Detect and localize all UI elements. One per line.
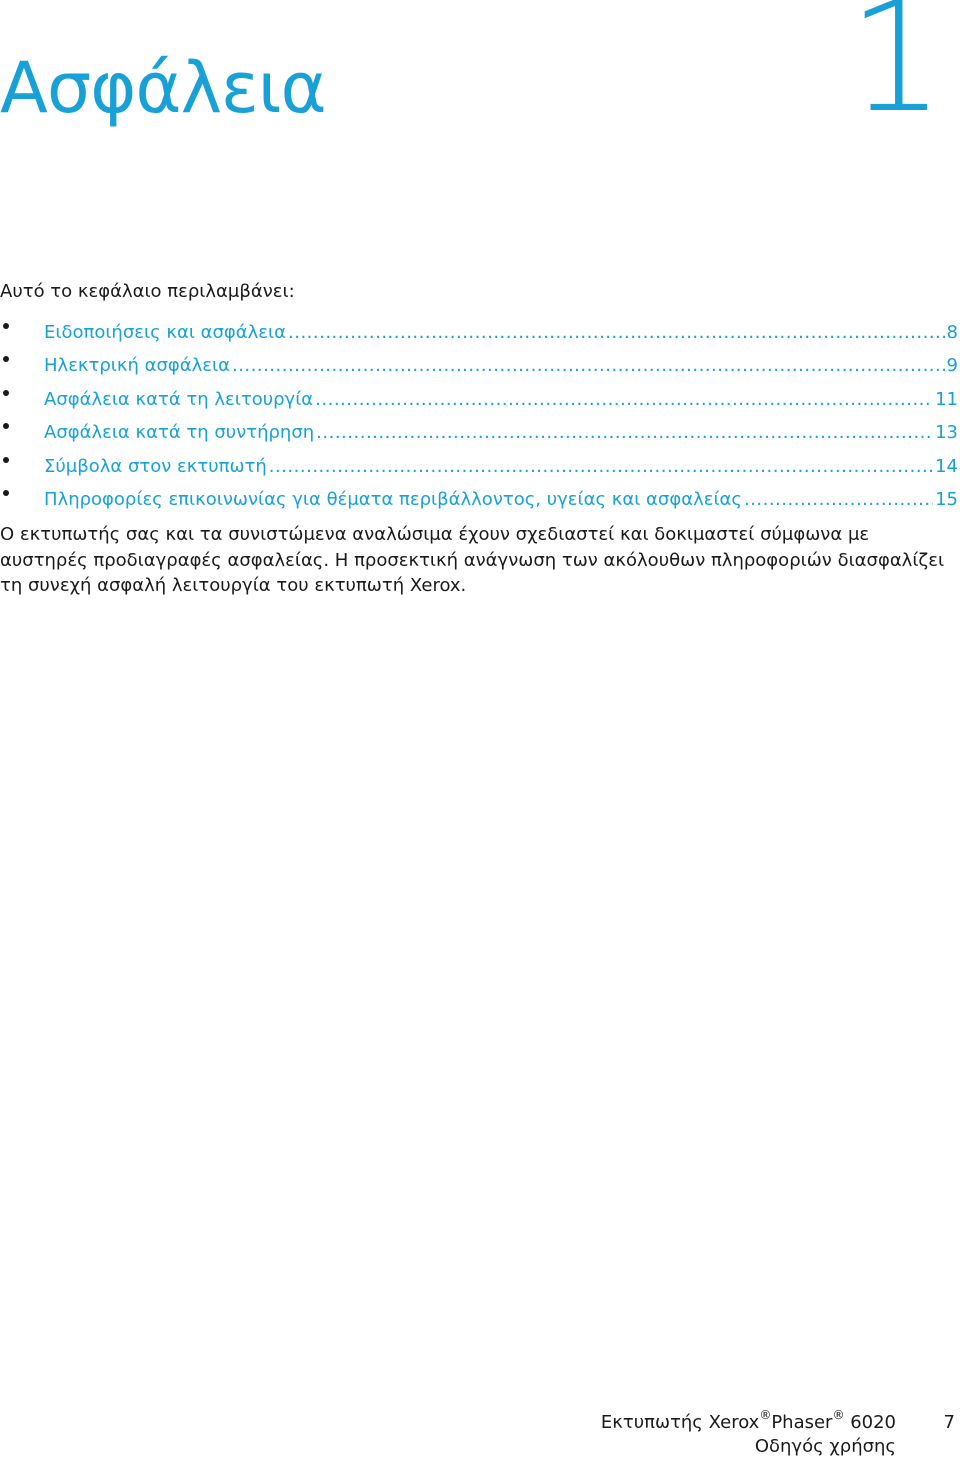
toc-item-label[interactable]: Σύμβολα στον εκτυπωτή bbox=[44, 455, 267, 477]
page-number: 7 bbox=[943, 1412, 955, 1433]
toc-item-page[interactable]: 11 bbox=[935, 388, 958, 410]
toc-item[interactable] bbox=[0, 479, 958, 512]
dot-leader bbox=[316, 420, 933, 446]
toc-item-page[interactable]: 8 bbox=[946, 322, 958, 343]
dot-leader bbox=[232, 353, 945, 379]
body-paragraph: Ο εκτυπωτής σας και τα συνιστώμενα αναλώσιμα έχουν σχεδιαστεί και δοκιμαστεί σύμφωνα με αυστηρές προδιαγραφές ασφαλείας. Η προσεκτική ανάγνωση των ακόλουθων πληροφοριών διασφαλίζει τη συνεχή ασφαλή λειτουργία του εκτυπωτή Xerox. bbox=[0, 524, 945, 596]
dot-leader bbox=[288, 320, 945, 346]
footer-product-name: Phaser bbox=[771, 1412, 833, 1433]
footer-guide-title: Οδηγός χρήσης bbox=[754, 1436, 896, 1457]
toc-item-page[interactable]: 13 bbox=[935, 422, 958, 444]
bullet-icon bbox=[0, 412, 44, 438]
dot-leader bbox=[744, 487, 933, 513]
footer-product-line bbox=[600, 1408, 896, 1435]
bullet-icon bbox=[0, 446, 44, 472]
toc-item[interactable] bbox=[0, 379, 958, 412]
chapter-title: Ασφάλεια bbox=[0, 47, 326, 129]
toc-item[interactable] bbox=[0, 312, 958, 345]
footer-product-prefix: Εκτυπωτής Xerox bbox=[600, 1412, 760, 1433]
toc-item-label[interactable]: Πληροφορίες επικοινωνίας για θέματα περιβάλλοντος, υγείας και ασφαλείας bbox=[44, 488, 742, 510]
bullet-icon bbox=[0, 479, 44, 505]
dot-leader bbox=[315, 387, 933, 413]
toc-item-page[interactable]: 15 bbox=[935, 488, 958, 510]
dot-leader bbox=[269, 454, 933, 480]
registered-mark: ® bbox=[759, 1408, 772, 1422]
toc-item[interactable] bbox=[0, 345, 958, 378]
toc-item-label[interactable]: Ασφάλεια κατά τη λειτουργία bbox=[44, 388, 314, 410]
toc-item-page[interactable]: 9 bbox=[946, 355, 958, 377]
chapter-intro: Αυτό το κεφάλαιο περιλαμβάνει: bbox=[0, 281, 295, 302]
toc-item[interactable] bbox=[0, 412, 958, 445]
body-paragraph-container bbox=[0, 522, 958, 599]
toc-item-page[interactable]: 14 bbox=[935, 455, 958, 477]
chapter-number: 1 bbox=[848, 0, 943, 146]
page-footer bbox=[600, 1408, 896, 1459]
toc-item-label[interactable]: Ειδοποιήσεις και ασφάλεια bbox=[44, 322, 286, 343]
bullet-icon bbox=[0, 379, 44, 405]
footer-model: 6020 bbox=[844, 1412, 896, 1433]
toc-item-label[interactable]: Ηλεκτρική ασφάλεια bbox=[44, 355, 230, 377]
toc-item[interactable] bbox=[0, 446, 958, 479]
bullet-icon bbox=[0, 312, 44, 338]
bullet-icon bbox=[0, 345, 44, 371]
toc-item-label[interactable]: Ασφάλεια κατά τη συντήρηση bbox=[44, 422, 315, 444]
table-of-contents bbox=[0, 312, 958, 512]
registered-mark: ® bbox=[832, 1408, 845, 1422]
